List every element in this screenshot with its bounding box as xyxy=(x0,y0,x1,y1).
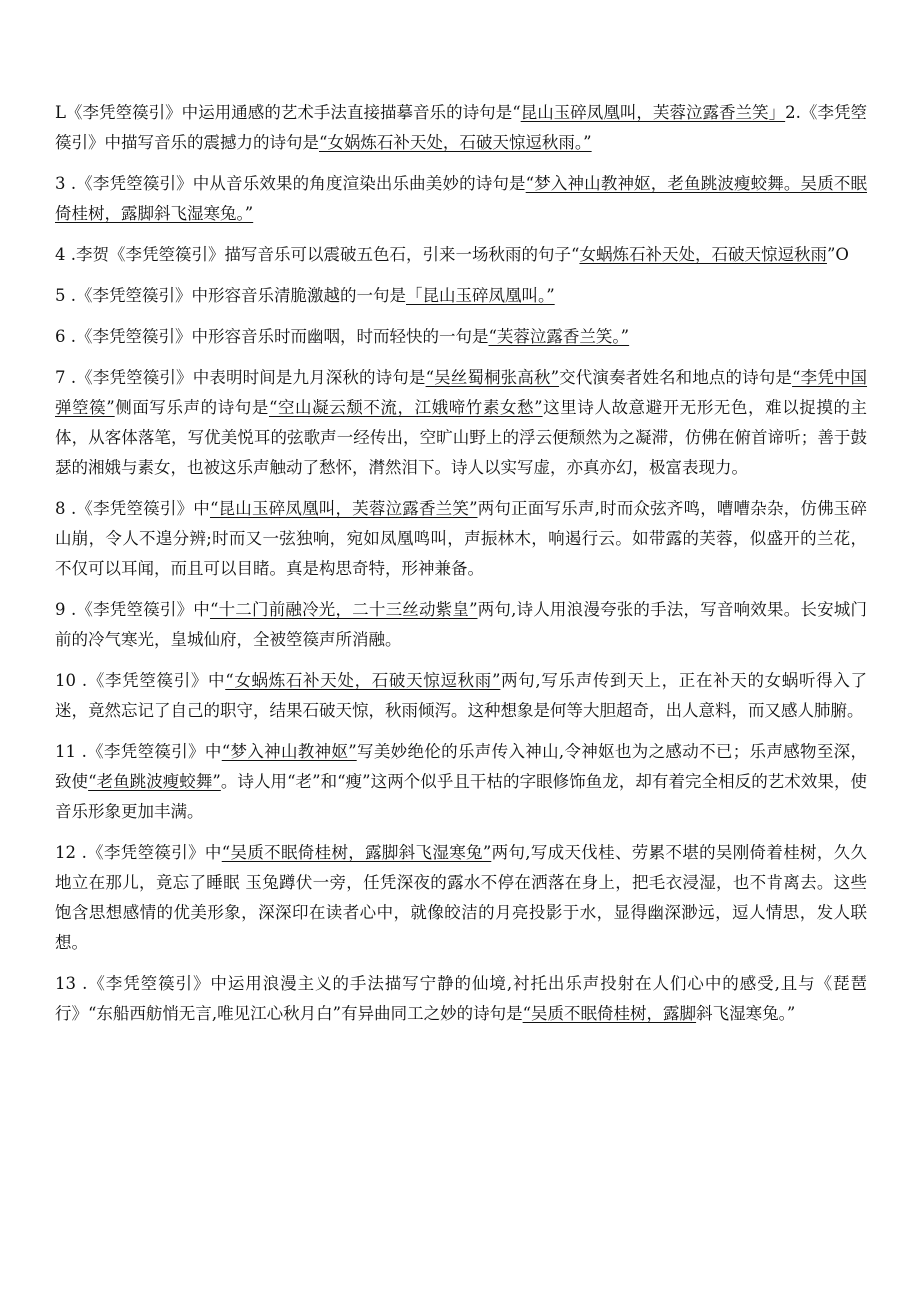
question-text: 这里诗人故意避开无形无色，难以捉摸的主体，从客体落笔，写优美悦耳的弦歌声一经传出，空旷山野上的浮云便颓然为之凝滞，仿佛在俯首谛听；善于鼓瑟的湘娥与素女，也被这乐声触动了愁怀，潸然泪下。诗人以实写虚，亦真亦幻，极富表现力。 xyxy=(55,398,868,477)
question-item-9 xyxy=(55,666,867,726)
question-text: 2.《李凭箜篌引》中描写音乐的震撼力的诗句是 xyxy=(55,103,867,152)
answer-underlined: 「昆山玉碎凤凰叫。” xyxy=(406,286,555,305)
answer-underlined: “老鱼跳波瘦蛟舞” xyxy=(88,772,221,791)
answer-underlined: “李凭中国弹箜篌” xyxy=(55,368,868,417)
question-text: 4 .李贺《李凭箜篌引》描写音乐可以震破五色石，引来一场秋雨的句子“ xyxy=(55,245,580,264)
question-text: 12 .《李凭箜篌引》中 xyxy=(55,843,222,862)
question-text: 。诗人用“老”和“瘦”这两个似乎且干枯的字眼修饰鱼龙，却有着完全相反的艺术效果，使音乐形象更加丰满。 xyxy=(55,772,867,821)
answer-underlined: “吴质不眠倚桂树，露脚斜飞湿寒兔” xyxy=(221,843,492,862)
question-text: 13 .《李凭箜篌引》中运用浪漫主义的手法描写宁静的仙境,衬托出乐声投射在人们心中的感受,且与《琵琶行》“东船西舫悄无言,唯见江心秋月白”有异曲同工之妙的诗句是 xyxy=(55,974,867,1023)
answer-underlined: “女蜗炼石补天处，石破天惊逗秋雨” xyxy=(225,671,501,690)
question-item-3 xyxy=(55,240,867,270)
question-text: 两句,写乐声传到天上，正在补天的女蜗听得入了迷，竟然忘记了自己的职守，结果石破天惊，秋雨倾泻。这种想象是何等大胆超奇，出人意料，而又感人肺腑。 xyxy=(55,671,867,720)
answer-underlined: “梦入神山教神妪” xyxy=(221,742,357,761)
question-text: 交代演奏者姓名和地点的诗句是 xyxy=(559,368,793,387)
question-text: ”O xyxy=(826,245,849,264)
question-item-12 xyxy=(55,969,867,1029)
answer-underlined: “十二门前融冷光，二十三丝动紫皇” xyxy=(209,600,478,619)
question-item-4 xyxy=(55,281,867,311)
question-item-11 xyxy=(55,838,867,958)
question-text: 两句,写成天伐桂、劳累不堪的吴刚倚着桂树，久久地立在那儿，竟忘了睡眠 玉兔蹲伏一旁，任凭深夜的露水不停在洒落在身上，把毛衣浸湿，也不肯离去。这些饱含思想感情的优美形象，深深印在读者心中，就像皎洁的月亮投影于水，显得幽深渺远，逗人情思，发人联想。 xyxy=(55,843,867,952)
question-text: 9 .《李凭箜篌引》中 xyxy=(55,600,210,619)
question-text: 6 .《李凭箜篌引》中形容音乐时而幽咽，时而轻快的一句是 xyxy=(55,327,489,346)
question-item-8 xyxy=(55,595,867,655)
question-item-7 xyxy=(55,494,867,584)
question-item-1 xyxy=(55,98,867,158)
answer-underlined: “昆山玉碎凤凰叫，芙蓉泣露香兰笑” xyxy=(209,499,478,518)
answer-underlined: “吴丝蜀桐张高秋” xyxy=(425,368,560,387)
answer-underlined: “梦入神山教神妪，老鱼跳波瘦蛟舞。吴质不眠倚桂树，露脚斜飞湿寒兔。” xyxy=(55,174,867,223)
question-text: 8 .《李凭箜篌引》中 xyxy=(55,499,210,518)
question-text: 11 .《李凭箜篌引》中 xyxy=(55,742,222,761)
answer-underlined: 昆山玉碎凤凰叫，芙蓉泣露香兰笑」 xyxy=(520,103,786,122)
question-text: 两句,诗人用浪漫夸张的手法，写音响效果。长安城门前的冷气寒光，皇城仙府，全被箜篌声所消融。 xyxy=(55,600,867,649)
question-text: 3 .《李凭箜篌引》中从音乐效果的角度渲染出乐曲美妙的诗句是 xyxy=(55,174,526,193)
answer-underlined: “芙蓉泣露香兰笑。” xyxy=(488,327,630,346)
document-body xyxy=(55,98,867,1040)
question-item-10 xyxy=(55,737,867,827)
question-item-2 xyxy=(55,169,867,229)
question-text: 斜飞湿寒兔。” xyxy=(696,1004,796,1023)
question-text: 两句正面写乐声,时而众弦齐鸣，嘈嘈杂杂，仿佛玉碎山崩，令人不遑分辨;时而又一弦独响，宛如凤凰鸣叫，声振林木，响遏行云。如带露的芙蓉，似盛开的兰花，不仅可以耳闻，而且可以目睹。真是构思奇特，形神兼备。 xyxy=(55,499,867,578)
question-text: 侧面写乐声的诗句是 xyxy=(114,398,269,417)
answer-underlined: “吴质不眠倚桂树，露脚 xyxy=(522,1004,697,1023)
answer-underlined: “女娲炼石补天处，石破天惊逗秋雨。” xyxy=(319,133,592,152)
question-text: 5 .《李凭箜篌引》中形容音乐清脆激越的一句是 xyxy=(55,286,406,305)
question-text: L《李凭箜篌引》中运用通感的艺术手法直接描摹音乐的诗句是“ xyxy=(55,103,521,122)
answer-underlined: 女蜗炼石补天处，石破天惊逗秋雨 xyxy=(579,245,827,264)
question-item-6 xyxy=(55,363,867,483)
question-text: 7 .《李凭箜篌引》中表明时间是九月深秋的诗句是 xyxy=(55,368,426,387)
question-text: 写美妙绝伦的乐声传入神山,令神妪也为之感动不已；乐声感物至深，致使 xyxy=(55,742,867,791)
answer-underlined: “空山凝云颓不流，江娥啼竹素女愁” xyxy=(268,398,543,417)
question-item-5 xyxy=(55,322,867,352)
question-text: 10 .《李凭箜篌引》中 xyxy=(55,671,226,690)
